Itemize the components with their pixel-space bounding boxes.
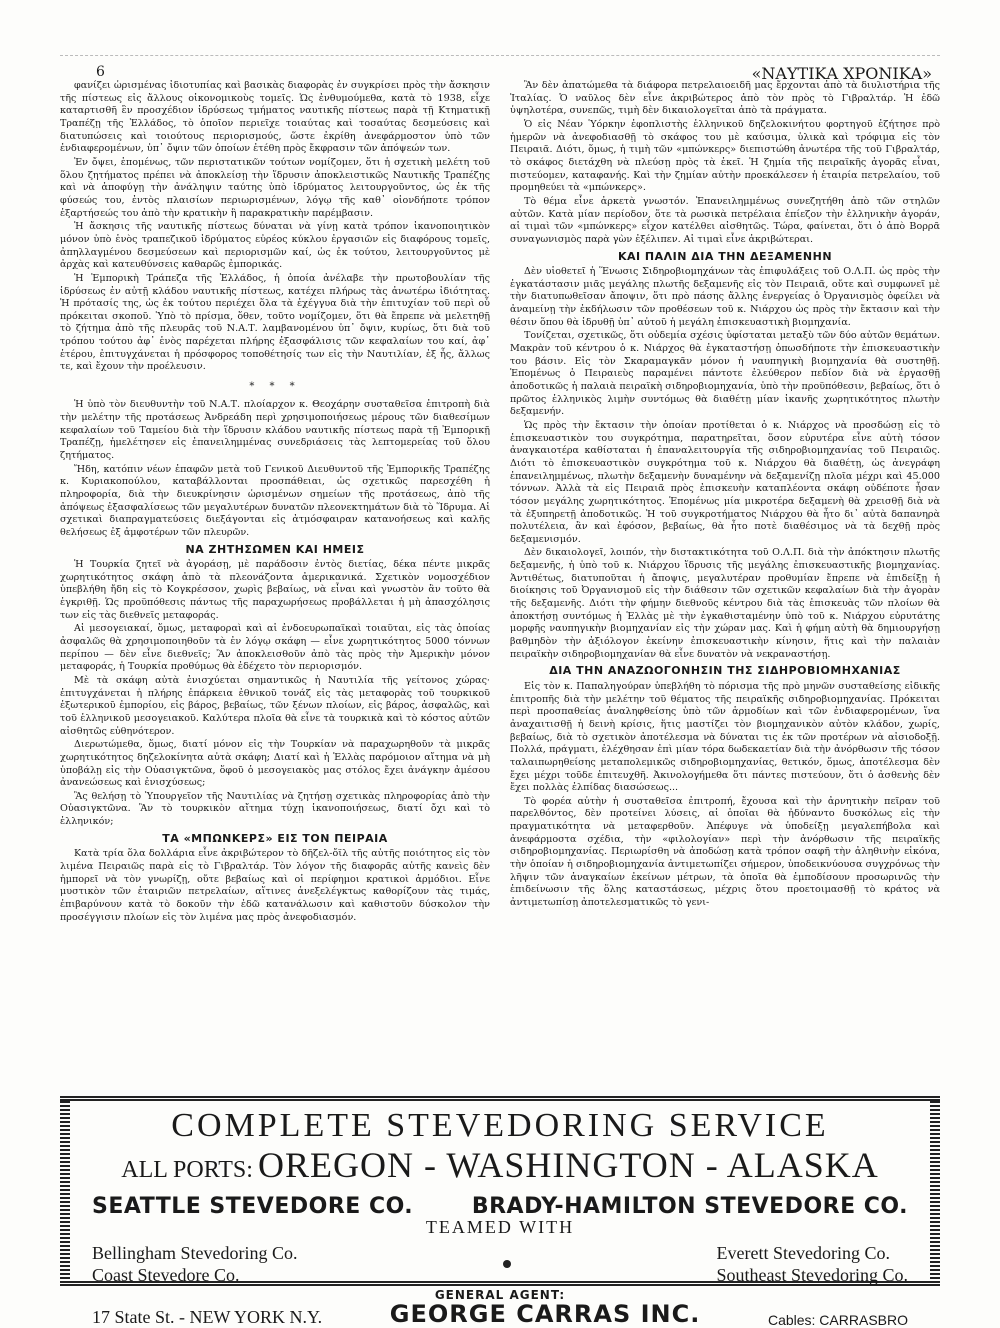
ad-branch: Coast Stevedore Co. (92, 1265, 240, 1285)
publication-title: «ΝΑΥΤΙΚΑ ΧΡΟΝΙΚΑ» (751, 64, 932, 83)
ad-headline: COMPLETE STEVEDORING SERVICE (171, 1107, 829, 1144)
ad-ports: OREGON - WASHINGTON - ALASKA (258, 1145, 879, 1185)
paragraph: Κατὰ τρία ὅλα δολλάρια εἶνε ἀκριβώτερον τὸ δῆζελ-ὄϊλ τῆς αὐτῆς ποιότητος εἰς τὸν λιμένα Πειραιῶς παρὰ εἰς τὸ Γιβραλτάρ. Τὸν λόγον τῆς διαφορᾶς αὐτῆς κανεὶς δὲν ἠμπορεῖ νὰ τὸν γνωρίζῃ, οὔτε βεβαίως καὶ οἱ περίφημοι κρατικοὶ ἁρμόδιοι. Εἶνε μυστικὸν τῶν ἑταιριῶν πετρελαίων, αἵτινες ἀνεξελέγκτως καθορίζουν τὰς τιμάς, ἐπιβαρύνουν κατὰ τὸ δοκοῦν τὴν ἐδῶ κατανάλωσιν καὶ καθιστοῦν δύσκολον τὴν προσέγγισιν πλοίων εἰς τὸν λιμένα μας πρὸς ἀνεφοδιασμόν. (60, 848, 490, 923)
paragraph: Διερωτώμεθα, ὅμως, διατί μόνον εἰς τὴν Τουρκίαν νὰ παραχωρηθοῦν τὰ μικρᾶς χωρητικότητος δηζελοκίνητα αὐτὰ σκάφη; Διατί καὶ ἡ Ἑλλὰς παρόμοιον αἴτημα νὰ μὴ ὑποβάλῃ εἰς τὴν Οὐασιγκτῶνα, ὅφοῦ ὁ μεσογειακὸς μας στόλος ἔχει ἀνάγκην ἀμέσου ἀνανεώσεως καὶ ἐνισχύσεως; (60, 739, 490, 789)
paragraph: Τονίζεται, σχετικῶς, ὅτι οὐδεμία σχέσις ὑφίσταται μεταξὺ τῶν δύο αὐτῶν θεμάτων. Μακρὰν τοῦ κέντρου ὁ κ. Νιάρχος θὰ ἐγκαταστήσῃ ὁπωσδήποτε τὴν ἐπισκευαστικὴν του βάσιν. Εἰς τὸν Σκαραμαγκᾶν μόνον ἡ ναυπηγικὴ βιομηχανία θὰ συστηθῇ. Ἑπομένως ὁ Πειραιεὺς παραμένει πάντοτε ἐλεύθερον πεδίον διὰ νὰ ἐργασθῇ ἀποδοτικῶς ἡ παλαιὰ πειραϊκὴ σιδηροβιομηχανία, ὑπὸ τὴν προϋπόθεσιν, βεβαίως, ὅτι ὁ πρῶτος ἑλληνικὸς λιμὴν συντόμως θὰ διαθέτῃ μίαν ἱκανῆς χωρητικότητος πλωτὴν δεξαμενήν. (510, 330, 940, 418)
paragraph: Ἡ ὑπὸ τὸν διευθυντὴν τοῦ Ν.Α.Τ. πλοίαρχον κ. Θεοχάρην συσταθεῖσα ἐπιτροπὴ διὰ τὴν μελέτην τῆς προτάσεως Ἀνδρεάδη περὶ χρησιμοποιήσεως μέρους τῶν διαθεσίμων κεφαλαίων τοῦ Ταμείου διὰ τὴν ἵδρυσιν κλάδου ναυτικῆς πίστεως παρὰ τῇ Ἐμπορικῇ Τραπέζῃ, ἠμελέτησεν εἰς ἐπανειλημμένας συνεδριάσεις τὰς λεπτομερείας τοῦ ὅλου ζητήματος. (60, 399, 490, 461)
paragraph: Ὡς πρὸς τὴν ἔκτασιν τὴν ὁποίαν προτίθεται ὁ κ. Νιάρχος νὰ προσδώσῃ εἰς τὸ ἐπισκευαστικὸν του συγκρότημα, παρατηρεῖται, ὅσον εὐρυτέρα εἶνε αὐτὴ τόσον ἀναγκαιοτέρα καθίσταται ἡ ἐπαναλειτουργία τῆς σιδηροβιομηχανίας τοῦ Πειραιῶς. Διότι τὸ ἐπισκευαστικὸν συγκρότημα τοῦ κ. Νιάρχου θὰ διαθέτῃ, ὡς ἀνεγράφη ἐπανειλημμένως, πλωτὴν δεξαμενὴν δυναμένην νὰ δεξαμενίζῃ πλοῖα μέχρι καὶ 45.000 τόννων. Ἀλλὰ τὰ εἰς Πειραιᾶ πρὸς ἐπισκευὴν καταπλέοντα σκάφη οὐδέποτε ἦσαν τόσον μεγάλης χωρητικότητος. Ἑπομένως μία μικροτέρα δεξαμενὴ θὰ χρεισθῇ διὰ νὰ τὰ ἐξυπηρετῇ ἀποδοτικῶς. Ἡ τοῦ συγκροτήματος Νιάρχου θὰ ἦτο δι᾿ αὐτὰ δαπανηρὰ πολυτέλεια, ἂν καὶ ἐφόσον, βεβαίως, θὰ ἦτο ποτὲ διαθέσιμος νὰ τὰ δεχθῇ πρὸς δεξαμενισμόν. (510, 419, 940, 545)
ad-address (92, 1307, 322, 1328)
ad-companies (92, 1194, 908, 1219)
article-heading: ΚΑΙ ΠΑΛΙΝ ΔΙΑ ΤΗΝ ΔΕΞΑΜΕΝΗΝ (617, 249, 833, 263)
ad-branches-left (92, 1242, 297, 1286)
ad-city: - NEW YORK N.Y. (179, 1307, 323, 1327)
ad-border-left (60, 1101, 70, 1281)
paragraph: Δὲν δικαιολογεῖ, λοιπόν, τὴν διστακτικότητα τοῦ Ο.Λ.Π. διὰ τὴν ἀπόκτησιν πλωτῆς δεξαμενῆς, ἡ ὑπὸ τοῦ κ. Νιάρχου ἵδρυσις τῆς μεγάλης ἐπισκευαστικῆς βιομηχανίας. Ἀντιθέτως, διατυποῦται ἡ ἄποψις, μεγαλυτέραν προθυμίαν ἔπρεπε νὰ ἐπιδείξῃ ἡ διοίκησις τοῦ Ὀργανισμοῦ εἰς τὴν διάθεσιν τῶν σχετικῶν κεφαλαίων διὰ τὴν ἀγορὰν τῆς δεξαμενῆς. Διότι τὴν φήμην διεθνοῦς κέντρου διὰ τὰς ἐπισκευὰς τῶν πλοίων θὰ ἀποκτήσῃ συντόμως ἡ Ἑλλὰς μὲ τὴν ἐγκαθισταμένην ὑπὸ τοῦ κ. Νιάρχου εὐρυτάτης μορφῆς ναυπηγικὴν βιομηχανίαν εἰς τὴν χώραν μας. Καὶ ἡ φήμη αὐτὴ θὰ δημιουργήσῃ βαθμηδὸν τὴν ἀξιόλογον ἐκείνην ἐπισκευαστικὴν κίνησιν, ἥτις καὶ τὴν παλαιὰν πειραϊκὴν σιδηροβιομηχανίαν θὰ εἶνε δυνατὸν νὰ νεκραναστήσῃ. (510, 547, 940, 660)
ad-border-right (930, 1101, 940, 1281)
paragraph: Ὁ εἰς Νέαν Ὑόρκην ἐφοπλιστὴς ἑλληνικοῦ δηζελοκινήτου φορτηγοῦ ἐζήτησε πρὸ ἡμερῶν νὰ ἀνεφοδιασθῇ τὸ σκάφος του μὲ καύσιμα, ὑλικὰ καὶ τρόφιμα εἰς τὸν Πειραιᾶ. Διότι, ὅμως, ἡ τιμὴ τῶν «μπώνκερς» διεπιστώθη ἀνωτέρα τῆς τοῦ Γιβραλτάρ, τὸ σκάφος διετάχθη νὰ πλεύσῃ πρὸς τὰ ἐκεῖ. Ἡ ζημία τῆς πειραϊκῆς ἀγορᾶς εἶναι, πιστεύομεν, καταφανής. Καὶ τὴν ζημίαν αὐτὴν προεκάλεσεν ἡ ἑταιρία πετρελαίου, τοῦ προμηθεύει τὰ «μπώνκερς». (510, 118, 940, 194)
ad-branch: Bellingham Stevedoring Co. (92, 1243, 298, 1263)
ad-branch: Southeast Stevedoring Co. (716, 1265, 908, 1285)
paragraph: Ἡ Τουρκία ζητεῖ νὰ ἀγοράσῃ, μὲ παράδοσιν ἐντὸς διετίας, δέκα πέντε μικρᾶς χωρητικότητος σκάφη ἀπὸ τὰ πλεονάζοντα ἀμερικανικά. Σχετικὸν νομοσχέδιον ὑπεβλήθη ἤδη εἰς τὸ Κογκρέσσον, χωρὶς βεβαίως, νὰ εἶναι καὶ γνωστὸν ἂν τοῦτο θὰ ἐγκριθῇ. Ὡς προϋπόθεσις πάντως τῆς παραχωρήσεως προβάλλεται ἡ μὴ ἀπασχόλησις των εἰς τὰς διεθνεῖς μεταφοράς. (60, 559, 490, 621)
ad-ports-label: ALL PORTS: (121, 1157, 253, 1183)
stevedoring-advertisement (60, 1096, 940, 1328)
ad-company-brady-hamilton: BRADY-HAMILTON STEVEDORE CO. (471, 1194, 908, 1219)
article-heading: ΤΑ «ΜΠΩΝΚΕΡΣ» ΕΙΣ ΤΟΝ ΠΕΙΡΑΙΑ (162, 831, 388, 845)
ad-street: 17 State St. (92, 1307, 175, 1327)
paragraph: Ἂν δὲν ἀπατώμεθα τὰ διάφορα πετρελαιοειδῆ μας ἔρχονται ἀπὸ τὰ διυλιστήρια τῆς Ἰταλίας. Ὁ ναῦλος δὲν εἶνε ἀκριβώτερος ἀπὸ τὸν πρὸς τὸ Γιβραλτάρ. Ἡ ἐδῶ ὑψηλοτέρα, συνεπῶς, τιμὴ δὲν δικαιολογεῖται ἀπὸ τὰ πράγματα. (510, 80, 940, 117)
page-header (60, 28, 940, 56)
ad-branches (92, 1242, 908, 1286)
paragraph: Δὲν υἱοθετεῖ ἡ Ἕνωσις Σιδηροβιομηχάνων τὰς ἐπιφυλάξεις τοῦ Ο.Λ.Π. ὡς πρὸς τὴν ἐγκατάστασιν μιᾶς μεγάλης πλωτῆς δεξαμενῆς εἰς τὸν Πειραιᾶ, οὔτε καὶ συμφωνεῖ μὲ τὴν διατυπωθεῖσαν ἄποψιν, ὅτι πρὸ πάσης ἄλλης ἐνεργείας ὁ Ὀργανισμὸς ὀφείλει νὰ ἀναμείνῃ τὴν ἐκδήλωσιν τῶν προθέσεων τοῦ κ. Νιάρχου ὡς πρὸς τὴν ἔκτασιν καὶ τὴν θέσιν ὅπου θὰ ἱδρυθῇ ὑπ᾿ αὐτοῦ ἡ μεγάλη ἐπισκευαστικὴ βιομηχανία. (510, 266, 940, 328)
section-separator: * * * (249, 381, 301, 393)
ad-teamed-with: TEAMED WITH (425, 1217, 575, 1237)
ad-branch: Everett Stevedoring Co. (716, 1243, 890, 1263)
page-number: 6 (96, 64, 105, 80)
article-heading: ΝΑ ΖΗΤΗΣΩΜΕΝ ΚΑΙ ΗΜΕΙΣ (185, 542, 365, 556)
newspaper-page (60, 28, 940, 1328)
ad-branches-right (716, 1242, 908, 1286)
ad-ports-line (92, 1145, 908, 1192)
ad-bullet-icon (503, 1260, 511, 1268)
paragraph: Ἡ ἄσκησις τῆς ναυτικῆς πίστεως δύναται νὰ γίνῃ κατὰ τρόπον ἱκανοποιητικὸν μόνον ὑπὸ ἑνὸς τραπεζικοῦ ἱδρύματος εὐρέος κύκλου ἐργασιῶν εἰς διαφόρους τομεῖς, ἀπηλλαγμένου δεσμεύσεων καὶ περιορισμῶν καί, ὡς ἐκ τούτου, λειτουργοῦντος μὲ ἀρχὰς καὶ κατευθύνσεις καθαρῶς ἐμπορικάς. (60, 221, 490, 271)
ad-company-seattle: SEATTLE STEVEDORE CO. (92, 1194, 414, 1219)
left-column (60, 80, 490, 1086)
paragraph: Ἤδη, κατόπιν νέων ἐπαφῶν μετὰ τοῦ Γενικοῦ Διευθυντοῦ τῆς Ἐμπορικῆς Τραπέζης κ. Κυριακοπούλου, καταβάλλονται προσπάθειαι, ὡς σχετικῶς παρεσχέθη ἡ πληροφορία, διὰ τὴν διευκρίνησιν ὡρισμένων σημείων τῆς προτάσεως, ἀπὸ τῆς ἀπόψεως ἐξασφαλίσεως τῶν μεγαλυτέρων δυνατῶν πλεονεκτημάτων διὰ τὸ Ἵδρυμα. Αἱ σχετικαὶ διαπραγματεύσεις διεξάγονται εἰς ἀτμόσφαιραν κατανοήσεως καὶ καλῆς θελήσεως ἐξ ἀμφοτέρων τῶν πλευρῶν. (60, 463, 490, 538)
paragraph: Μὲ τὰ σκάφη αὐτὰ ἐνισχύεται σημαντικῶς ἡ Ναυτιλία τῆς γείτονος χώρας· ἐπιτυγχάνεται ἡ πλήρης ἐπάρκεια ἐθνικοῦ τονάζ εἰς τὰς μεταφορὰς τοῦ τουρκικοῦ ἐξωτερικοῦ ἐμπορίου, εἰς βάρος, βεβαίως, τῶν ξένων πλοίων, εἰς βάρος, ἀσφαλῶς, καὶ τοῦ ἑλληνικοῦ μεσογειακοῦ. Καλύτερα πλοῖα θὰ εἶνε τὰ τουρκικὰ καὶ τὸ κόστος αὐτῶν αἰσθητῶς εὐθηνότερον. (60, 674, 490, 737)
paragraph: Ἡ Ἐμπορικὴ Τράπεζα τῆς Ἑλλάδος, ἡ ὁποία ἀνέλαβε τὴν πρωτοβουλίαν τῆς ἱδρύσεως ἐν αὐτῇ κλάδου ναυτικῆς πίστεως, κατέχει πλήρως τὰς ἀνωτέρω ἰδιότητας. Ἡ πρότασίς της, ὡς ἐκ τούτου περιέχει ὅλα τὰ ἐχέγγυα διὰ τὴν ἐπιτυχίαν τοῦ περὶ οὗ πρόκειται σκοποῦ. Ὑπὸ τὸ πρίσμα, ὅθεν, τοῦτο νομίζομεν, ὅτι θὰ ἔπρεπε νὰ μελετηθῇ τὸ ζήτημα ἀπὸ τῆς πλευρᾶς τοῦ Ν.Α.Τ. λαμβανομένου ὑπ᾿ ὄψιν, κυρίως, ὅτι διὰ τοῦ τρόπου τούτου ἀφ᾿ ἑνὸς παρέχεται πλήρης ἐξασφάλισις τῶν κεφαλαίων του καί, ἀφ᾿ ἑτέρου, ἐπιτυγχάνεται ἡ πρόσφορος τοποθέτησίς των εἰς τὴν Ναυτιλίαν, ἐξ ἧς, ἄλλως τε, καὶ ἔχουν τὴν προέλευσιν. (60, 272, 490, 373)
ad-footer (92, 1300, 908, 1328)
paragraph: Αἱ μεσογειακαί, ὅμως, μεταφοραὶ καὶ αἱ ἐνδοευρωπαϊκαὶ τοιαῦται, εἰς τὰς ὁποίας ἀσφαλῶς θὰ χρησιμοποιηθοῦν τὰ ἐν λόγῳ σκάφη — εἶνε χωρητικότητος 5000 τόννων περίπου — δὲν εἶνε διεθνεῖς; Ἂν ἀποκλεισθοῦν ἀπὸ τὰς πρὸς τὴν Ἀμερικὴν μόνον μεταφοράς, ἡ Τουρκία προθύμως θὰ ἐδέχετο τὸν περιορισμόν. (60, 623, 490, 673)
ad-agent-label: GENERAL AGENT: (434, 1288, 566, 1302)
paragraph: Ἂς θελήσῃ τὸ Ὑπουργεῖον τῆς Ναυτιλίας νὰ ζητήσῃ σχετικὰς πληροφορίας ἀπὸ τὴν Οὐασιγκτῶνα. Ἂν τὸ τουρκικὸν αἴτημα τύχῃ ἱκανοποιήσεως, διατί ὄχι καὶ τὸ ἑλληνικόν; (60, 790, 490, 828)
paragraph: φανίζει ὡρισμένας ἰδιοτυπίας καὶ βασικὰς διαφορὰς ἐν συγκρίσει πρὸς τὴν ἄσκησιν τῆς πίστεως εἰς ἄλλους οἰκονομικοὺς τομεῖς. Ὡς ἐνθυμούμεθα, κατὰ τὸ 1938, εἶχε καταρτισθῆ ἓν προσχέδιον ἱδρύσεως τμήματος ναυτικῆς πίστεως παρὰ τῇ Κτηματικῇ Τραπέζῃ τῆς Ἑλλάδος, τὸ ὁποῖον περιεῖχε τοιαύτας καὶ τοσαύτας δεσμεύσεις καὶ διατυπώσεις καὶ τοιούτους περιορισμούς, ὥστε ἐκρίθη ἀνεφάρμοστον ὑπὸ τῶν ἐνδιαφερομένων, ὑπ᾿ ὄψιν τῶν ὁποίων ἐτέθη πρὸς ἔκφρασιν τῶν ἀπόψεών των. (60, 80, 490, 155)
right-column (510, 80, 940, 1086)
ad-cables: Cables: CARRASBRO (767, 1312, 908, 1328)
article-columns (60, 80, 940, 1086)
paragraph: Τὸ φορέα αὐτὴν ἡ συσταθεῖσα ἐπιτροπή, ἔχουσα καὶ τὴν ἀρνητικὴν πεῖραν τοῦ παρελθόντος, δὲν προτείνει λύσεις, αἱ ὁποῖαι θὰ ἠδύναντο δυσκόλως εἰς τὴν πραγματικότητα νὰ μεταφερθοῦν. Ἀπέφυγε νὰ ὑποδείξῃ μεγαλεπήβολα καὶ ἀνεφάρμοστα σχέδια, τὴν «φιλολογίαν» περὶ τὴν ἀνόρθωσιν τῆς πειραϊκῆς σιδηροβιομηχανίας. Περιωρίσθη νὰ ἀποδώσῃ κατὰ τρόπον σαφῆ τὴν ἀληθινὴν εἰκόνα, τὴν ὁποίαν ἡ σιδηροβιομηχανία ἀντιμετωπίζει σήμερον, ὑποδεικνύουσα συγχρόνως τὴν λῆψιν τῶν ἀναγκαίων ἐκείνων μέτρων, τὰ ὁποῖα θὰ ἐμποδίσουν προσωρινῶς τὴν ἐπιδείνωσιν τῆς ὅλης καταστάσεως, μέχρις ὅτου προετοιμασθῇ τὸ κράτος νὰ ἀντιμετωπίσῃ ἀποτελεσματικῶς τὸ γενι- (510, 795, 940, 909)
paragraph: Τὸ θέμα εἶνε ἀρκετὰ γνωστόν. Ἐπανειλημμένως συνεζητήθη ἀπὸ τῶν στηλῶν αὐτῶν. Κατὰ μίαν περίοδον, ὅτε τὰ ρωσικὰ πετρέλαια ἐπίεζον τὴν ἑλληνικὴν ἀγοράν, αἱ τιμαὶ τῶν «μπώνκερς» εἶχον κατέλθει αἰσθητῶς. Τώρα, φαίνεται, ὅτι ὁ ἀπὸ Βορρᾶ συναγωνισμὸς παρὰ γὼν ἐξέλιπεν. Αἱ τιμαὶ εἶνε ἀκριβώτεραι. (510, 195, 940, 245)
ad-agent-name: GEORGE CARRAS INC. (389, 1300, 701, 1328)
article-heading: ΔΙΑ ΤΗΝ ΑΝΑΖΩΟΓΟΝΗΣΙΝ ΤΗΣ ΣΙΔΗΡΟΒΙΟΜΗΧΑΝΙΑΣ (549, 664, 901, 678)
paragraph: Εἰς τὸν κ. Παπαληγούραν ὑπεβλήθη τὸ πόρισμα τῆς πρὸ μηνῶν συσταθείσης εἰδικῆς ἐπιτροπῆς διὰ τὴν μελέτην τοῦ θέματος τῆς πειραϊκῆς σιδηροβιομηχανίας. Πρόκειται περὶ προσπαθείας ἀναληφθείσης ὑπὸ τῶν ἁρμοδίων καὶ τῶν ἐνδιαφερομένων, ἵνα ἀναχαιτισθῇ ἡ δεινὴ κρίσις, ἥτις μαστίζει τὸν βιομηχανικὸν αὐτὸν κλάδον, χωρίς, βεβαίως, διὰ τὸ σχετικὸν ἀποτέλεσμα νὰ δύναται τις ἐκ τῶν προτέρων νὰ αἰσιοδοξῇ. Πολλά, πράγματι, ἐλέχθησαν ἐπὶ μίαν τόρα δωδεκαετίαν διὰ τὴν ἀνόρθωσιν τῆς τόσον ταλαιπωρηθείσης μεταπολεμικῶς σιδηροβιομηχανίας, θετικόν, ὅμως, ἀποτέλεσμα δὲν ἔχει μέχρι τοῦδε ἐπιτευχθῆ. Ἀκινολογήμεθα ὅτι πάντες πιστεύουν, ὅτι ὁ ἀσθενὴς δὲν ἔχει πολλὰς ἐλπίδας διασώσεως... (510, 680, 940, 794)
paragraph: Ἐν ὄψει, ἑπομένως, τῶν περιστατικῶν τούτων νομίζομεν, ὅτι ἡ σχετικὴ μελέτη τοῦ ὅλου ζητήματος πρέπει νὰ ἀποκλείσῃ τὴν ἵδρυσιν ἀποκλειστικῶς Ναυτικῆς Τραπέζης καὶ νὰ ἀποφύγῃ τὴν ἀνάληψιν ταύτης ὑπὸ ἱδρύματος λειτουργοῦντος, ὡς ἐκ τῆς φύσεώς του, ἐντὸς πλαισίων περιωρισμένων, λόγῳ τῆς καθ᾿ οἱονδήποτε τρόπον ἐξαρτήσεώς του ἀπὸ τὴν κρατικὴν ἢ παρακρατικὴν παρέμβασιν. (60, 156, 490, 219)
